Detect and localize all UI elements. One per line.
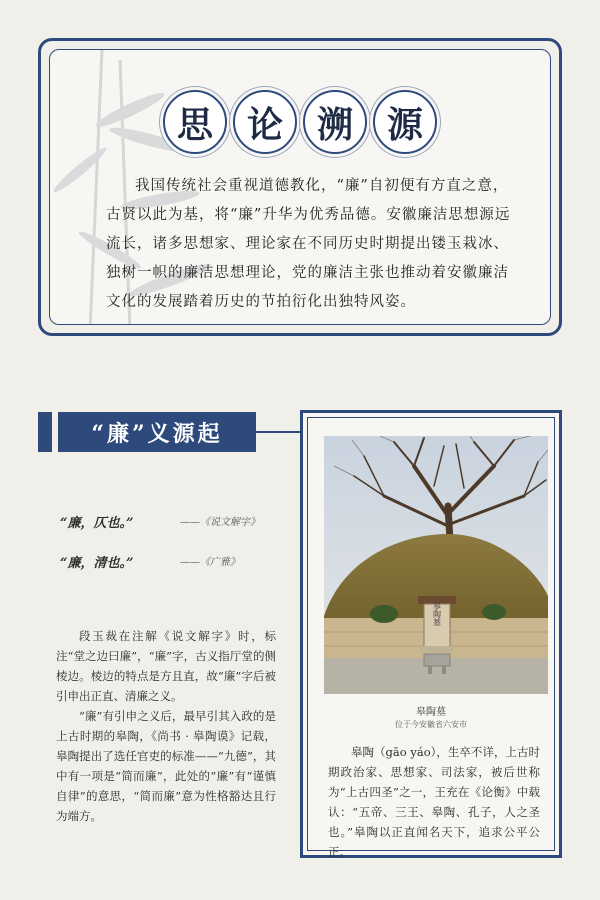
quote-source: ——《广雅》 (180, 557, 240, 568)
intro-panel-inner (49, 49, 551, 325)
left-paragraph-2: “廉”有引申之义后，最早引其入政的是上古时期的皋陶，《尚书 · 皋陶谟》记载，皋陶提出了选任官吏的标准——“九德”，其中有一项是“简而廉”，此处的“廉”有“谨慎自律”的意思，“简而廉”意为性格豁达且行为端方。 (56, 709, 276, 823)
quote-text: “廉，清也。” (60, 556, 134, 571)
quote-1 (60, 512, 280, 532)
quote-source: ——《说文解字》 (180, 517, 260, 528)
section-title: “廉”义源起 (58, 412, 256, 452)
section-header (38, 412, 294, 452)
title-char: 思 (163, 90, 227, 154)
quote-text: “廉，仄也。” (60, 516, 134, 531)
left-paragraph-1: 段玉裁在注解《说文解字》时，标注“堂之边曰廉”，“廉”字，古义指厅堂的侧棱边。棱边的特点是方且直，故“廉”字后被引申出正直、清廉之义。 (56, 629, 276, 703)
photo-caption (308, 706, 554, 731)
title-char: 溯 (303, 90, 367, 154)
gaoyao-description: 皋陶（gāo yáo），生卒不详，上古时期政治家、思想家、司法家，被后世称为“上古四圣”之一，王充在《论衡》中载认：“五帝、三王、皋陶、孔子，人之圣也。”皋陶以正直闻名天下，追求公平公正。 (328, 745, 540, 859)
title-char: 源 (373, 90, 437, 154)
title-char: 论 (233, 90, 297, 154)
page-title (50, 90, 550, 154)
intro-panel (38, 38, 562, 336)
caption-location: 位于今安徽省六安市 (395, 720, 467, 729)
gaoyao-panel (300, 410, 562, 858)
stele-inscription: 皋陶墓 (432, 602, 442, 626)
caption-title: 皋陶墓 (416, 707, 446, 718)
gaoyao-panel-inner (307, 417, 555, 859)
left-body-text (56, 626, 276, 826)
quote-2 (60, 552, 280, 572)
intro-text: 我国传统社会重视道德教化，“廉”自初便有方直之意，古贤以此为基，将“廉”升华为优秀品德。安徽廉洁思想源远流长，诸多思想家、理论家在不同历史时期提出镂玉栽冰、独树一帜的廉洁思想理论，党的廉洁主张也推动着安徽廉洁文化的发展踏着历史的节拍衍化出独特风姿。 (106, 178, 511, 310)
gaoyao-tomb-photo (324, 436, 548, 694)
section-header-block (38, 412, 52, 452)
